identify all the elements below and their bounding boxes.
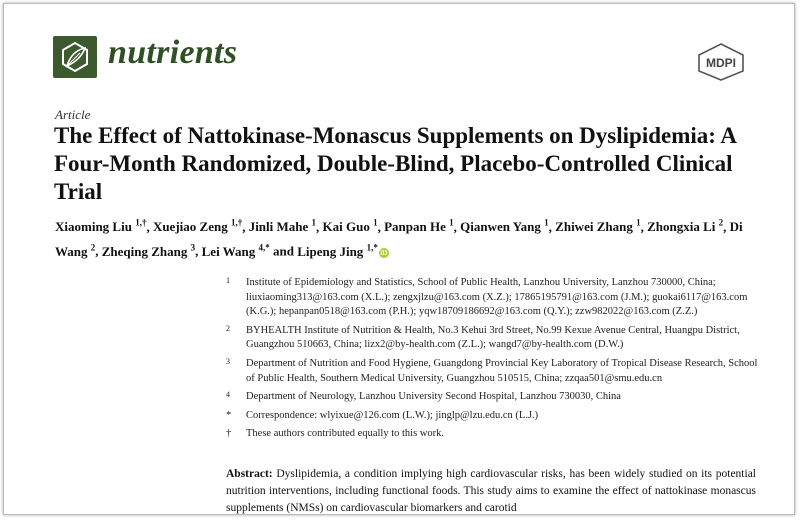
author-affiliation-marker: 1,* bbox=[366, 242, 378, 253]
affiliation-item bbox=[226, 324, 766, 353]
affiliation-item bbox=[226, 427, 766, 442]
author-affiliation-marker: 2 bbox=[718, 218, 724, 228]
author-affiliation-marker: 1,† bbox=[135, 218, 147, 228]
author-affiliation-marker: 1,† bbox=[230, 218, 243, 228]
author-name-text: Lei Wang bbox=[201, 243, 256, 259]
author-separator: and bbox=[269, 243, 298, 259]
article-type: Article bbox=[55, 107, 91, 122]
author-name[interactable] bbox=[153, 219, 242, 234]
affiliations bbox=[226, 276, 766, 446]
author-name-text: Zheqing Zhang bbox=[101, 243, 188, 259]
author-name[interactable] bbox=[323, 219, 378, 234]
author-name[interactable] bbox=[102, 244, 195, 259]
abstract-label: Abstract: bbox=[226, 468, 273, 480]
affiliation-text: Institute of Epidemiology and Statistics, School of Public Health, Lanzhou University, Lanzhou 730000, China; liuxiaoming313@163.com (X.L.); zengxjlzu@163.com (X.Z.); 17865195791@163.com (J.M.); guokai6117@163.com (K.G.); hepanpan0518@163.com (P.H.); yqw18709186692@163.com (Q.Y.); zzw982022@163.com (Z.Z.) bbox=[246, 277, 748, 318]
author-name-text: Qianwen Yang bbox=[460, 219, 541, 235]
author-name-text: Zhongxia Li bbox=[647, 219, 716, 235]
author-name-text: Zhiwei Zhang bbox=[555, 219, 633, 235]
affiliation-item bbox=[226, 390, 766, 405]
author-name[interactable] bbox=[55, 219, 146, 234]
author-affiliation-marker: 1 bbox=[636, 218, 641, 228]
author-separator: , bbox=[316, 219, 323, 235]
author-affiliation-marker: 1 bbox=[449, 218, 454, 228]
orcid-icon[interactable]: iD bbox=[380, 248, 388, 257]
journal-logo-icon bbox=[53, 36, 97, 78]
affiliation-marker: 3 bbox=[226, 356, 230, 366]
author-name[interactable] bbox=[460, 219, 549, 234]
author-name[interactable] bbox=[647, 219, 723, 234]
affiliation-text: Correspondence: wlyixue@126.com (L.W.); jinglp@lzu.edu.cn (L.J.) bbox=[246, 409, 539, 421]
author-name-text: Xiaoming Liu bbox=[55, 219, 132, 235]
author-name-text: Lipeng Jing bbox=[297, 243, 364, 259]
author-name-text: Jinli Mahe bbox=[248, 219, 309, 235]
author-name[interactable] bbox=[384, 219, 454, 234]
affiliation-marker: 1 bbox=[226, 276, 230, 285]
affiliation-text: BYHEALTH Institute of Nutrition & Health, No.3 Kehui 3rd Street, No.99 Kexue Avenue Central, Huangpu District, Guangzhou 510663, China; lizx2@by-health.com (Z.L.); wangd7@by-health.com (D.W.) bbox=[246, 324, 740, 351]
author-name-text: Panpan He bbox=[384, 219, 446, 235]
article-title: The Effect of Nattokinase-Monascus Supplements on Dyslipidemia: A Four-Month Randomized, Double-Blind, Placebo-Controlled Clinical Trial bbox=[54, 123, 736, 204]
author-affiliation-marker: 3 bbox=[190, 242, 196, 253]
affiliation-item bbox=[226, 409, 766, 424]
author-separator: , bbox=[242, 219, 249, 235]
author-affiliation-marker: 2 bbox=[90, 242, 96, 253]
author-name[interactable] bbox=[249, 219, 316, 234]
article-page bbox=[3, 3, 795, 515]
affiliation-item bbox=[226, 357, 766, 386]
author-list bbox=[55, 213, 775, 262]
author-separator: , bbox=[95, 243, 102, 259]
publisher-logo bbox=[696, 42, 746, 82]
author-affiliation-marker: 1 bbox=[544, 218, 549, 228]
publisher-name: MDPI bbox=[706, 56, 736, 70]
author-separator: , bbox=[377, 219, 385, 235]
author-name[interactable] bbox=[555, 219, 640, 234]
author-name-text: Di Wang bbox=[55, 219, 743, 259]
affiliation-text: Department of Neurology, Lanzhou University Second Hospital, Lanzhou 730030, China bbox=[246, 391, 621, 403]
author-separator: , bbox=[548, 219, 556, 235]
author-affiliation-marker: 1 bbox=[373, 218, 378, 228]
affiliation-marker: † bbox=[226, 428, 232, 440]
author-separator: , bbox=[723, 219, 730, 235]
abstract-text: Dyslipidemia, a condition implying high cardiovascular risks, has been widely studied on its potential nutrition interventions, including functional foods. This study aims to examine the effect of nattokinase monascus supplements (NMSs) on cardiovascular biomarkers and carotid bbox=[226, 468, 756, 514]
author-affiliation-marker: 4,* bbox=[258, 242, 270, 253]
affiliation-text: Department of Nutrition and Food Hygiene, Guangdong Provincial Key Laboratory of Tropical Disease Research, School of Public Health, Southern Medical University, Guangzhou 510515, China; zzqaa501@smu.edu.cn bbox=[246, 357, 758, 384]
author-name[interactable] bbox=[202, 244, 270, 259]
affiliation-marker: * bbox=[226, 409, 232, 421]
author-name[interactable] bbox=[297, 244, 378, 259]
author-name-text: Kai Guo bbox=[322, 219, 370, 235]
journal-name: nutrients bbox=[108, 34, 238, 71]
author-separator: , bbox=[195, 243, 202, 259]
affiliation-marker: 4 bbox=[226, 390, 230, 400]
author-separator: , bbox=[453, 219, 461, 235]
affiliation-text: These authors contributed equally to this work. bbox=[246, 428, 444, 440]
author-separator: , bbox=[146, 219, 153, 235]
author-separator: , bbox=[640, 219, 648, 235]
affiliation-item bbox=[226, 276, 766, 320]
affiliation-marker: 2 bbox=[226, 323, 230, 333]
author-name-text: Xuejiao Zeng bbox=[152, 219, 228, 235]
author-affiliation-marker: 1 bbox=[311, 218, 317, 228]
abstract bbox=[226, 466, 756, 515]
